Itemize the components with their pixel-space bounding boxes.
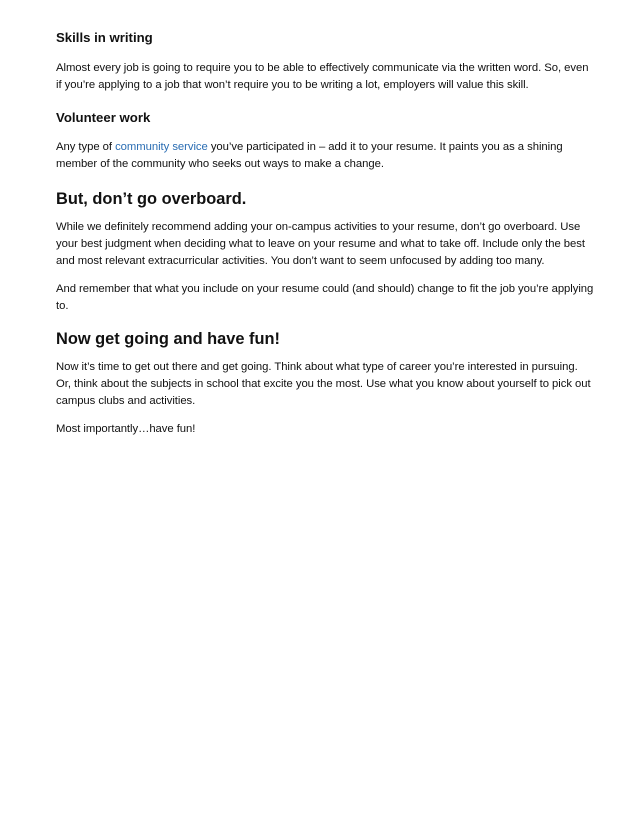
community-service-link[interactable]: community service bbox=[115, 141, 208, 153]
heading-have-fun: Now get going and have fun! bbox=[56, 330, 280, 348]
section-dont-go-overboard bbox=[56, 189, 594, 315]
paragraph-have-fun-2: Most importantly…have fun! bbox=[56, 423, 196, 435]
section-skills-in-writing bbox=[56, 30, 594, 94]
heading-dont-go-overboard: But, don’t go overboard. bbox=[56, 190, 247, 208]
paragraph-volunteer-work bbox=[56, 139, 594, 173]
paragraph-have-fun-1: Now it’s time to get out there and get going. Think about what type of career you’re interested in pursuing. Or, think about the subjects in school that excite you the most. Use what you know about yourself to pick out campus clubs and activities. bbox=[56, 361, 591, 407]
section-volunteer-work bbox=[56, 110, 594, 173]
volunteer-text-before: Any type of bbox=[56, 141, 116, 153]
paragraph-skills-in-writing: Almost every job is going to require you to be able to effectively communicate via the written word. So, even if you’re applying to a job that won’t require you to be writing a lot, employers will value this skill. bbox=[56, 62, 589, 91]
section-have-fun bbox=[56, 329, 594, 438]
paragraph-overboard-1: While we definitely recommend adding your on-campus activities to your resume, don’t go overboard. Use your best judgment when deciding what to leave on your resume and what to take off. Include only the best and most relevant extracurricular activities. You don’t want to seem unfocused by adding too many. bbox=[56, 221, 585, 267]
heading-skills-in-writing: Skills in writing bbox=[56, 30, 153, 45]
volunteer-text-after: you’ve participated in – add it to your resume. It paints you as a shining member of the community who seeks out ways to make a change. bbox=[56, 141, 563, 170]
heading-volunteer-work: Volunteer work bbox=[56, 110, 151, 125]
paragraph-overboard-2: And remember that what you include on your resume could (and should) change to fit the job you’re applying to. bbox=[56, 283, 594, 312]
